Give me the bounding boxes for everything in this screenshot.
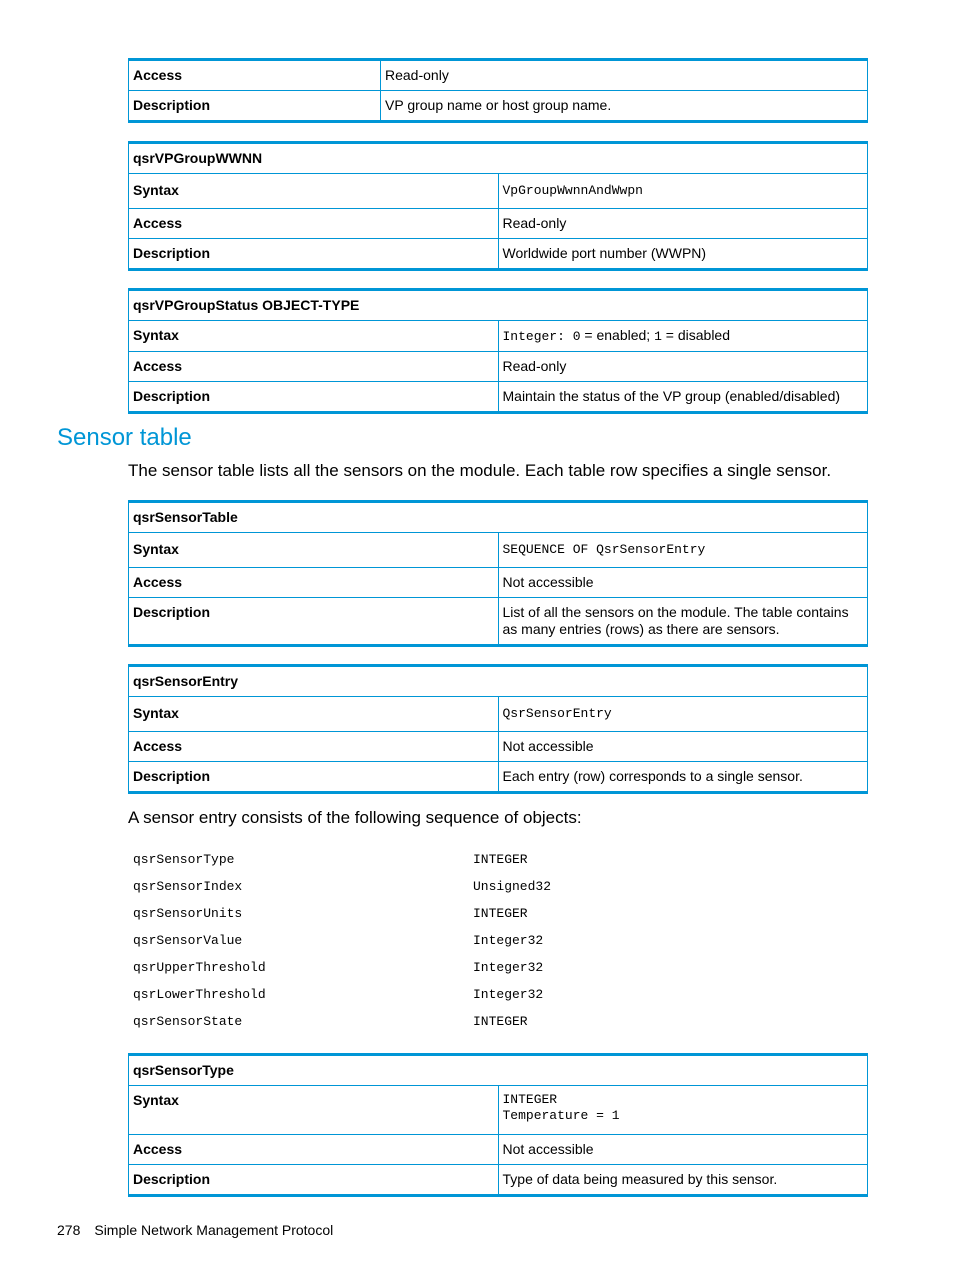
- section-intro: The sensor table lists all the sensors on the module. Each table row specifies a single sensor.: [128, 461, 832, 480]
- object-name: qsrSensorIndex: [133, 879, 243, 894]
- syntax-value: QsrSensorEntry: [498, 697, 868, 732]
- syntax-value: SEQUENCE OF QsrSensorEntry: [498, 533, 868, 568]
- table-qsrsensorentry: [128, 664, 868, 794]
- description-value: Worldwide port number (WWPN): [498, 239, 868, 270]
- syntax-code: 1: [654, 329, 662, 344]
- table-continuation: [128, 58, 868, 123]
- object-type: INTEGER: [473, 906, 528, 921]
- list-item: [133, 852, 633, 879]
- sequence-intro: A sensor entry consists of the following sequence of objects:: [128, 808, 582, 827]
- table-qsrsensortable: [128, 500, 868, 647]
- description-label: Description: [129, 91, 381, 122]
- access-label: Access: [129, 60, 381, 91]
- access-label: Access: [129, 352, 499, 382]
- sequence-list: [133, 852, 633, 1041]
- access-value: Not accessible: [498, 732, 868, 762]
- syntax-code: Integer: 0: [502, 329, 581, 344]
- table-row: [129, 239, 868, 270]
- access-value: Not accessible: [498, 1135, 868, 1165]
- table-header-row: [129, 502, 868, 533]
- object-name: qsrSensorType: [129, 1055, 868, 1086]
- syntax-label: Syntax: [129, 1086, 499, 1135]
- table-qsrvpgroupwwnn: [128, 141, 868, 271]
- object-name: qsrSensorEntry: [129, 666, 868, 697]
- description-value: Each entry (row) corresponds to a single sensor.: [498, 762, 868, 793]
- table-row: [129, 533, 868, 568]
- access-label: Access: [129, 1135, 499, 1165]
- table-row: [129, 321, 868, 352]
- object-type: INTEGER: [473, 1014, 528, 1029]
- description-label: Description: [129, 382, 499, 413]
- syntax-label: Syntax: [129, 697, 499, 732]
- table-row: [129, 1135, 868, 1165]
- object-type: Integer32: [473, 987, 544, 1002]
- section-heading: Sensor table: [57, 424, 192, 451]
- table-header-row: [129, 666, 868, 697]
- syntax-line: INTEGER: [502, 1092, 558, 1107]
- access-value: Read-only: [498, 209, 868, 239]
- description-label: Description: [129, 1165, 499, 1196]
- description-value: List of all the sensors on the module. The table contains as many entries (rows) as there are sensors.: [498, 598, 868, 646]
- description-label: Description: [129, 598, 499, 646]
- table-row: [129, 352, 868, 382]
- description-label: Description: [129, 239, 499, 270]
- table-row: [129, 174, 868, 209]
- table-row: [129, 762, 868, 793]
- description-value: VP group name or host group name.: [381, 91, 868, 122]
- access-label: Access: [129, 568, 499, 598]
- table-header-row: [129, 290, 868, 321]
- object-name: qsrUpperThreshold: [133, 960, 266, 975]
- access-label: Access: [129, 209, 499, 239]
- object-name: qsrSensorState: [133, 1014, 243, 1029]
- chapter-title: Simple Network Management Protocol: [94, 1222, 334, 1238]
- description-label: Description: [129, 762, 499, 793]
- list-item: [133, 987, 633, 1014]
- list-item: [133, 960, 633, 987]
- access-value: Not accessible: [498, 568, 868, 598]
- table-row: [129, 60, 868, 91]
- table-row: [129, 568, 868, 598]
- syntax-label: Syntax: [129, 174, 499, 209]
- access-label: Access: [129, 732, 499, 762]
- access-value: Read-only: [498, 352, 868, 382]
- table-header-row: [129, 143, 868, 174]
- table-row: [129, 91, 868, 122]
- syntax-value: VpGroupWwnnAndWwpn: [498, 174, 868, 209]
- syntax-value: [498, 321, 868, 352]
- object-type: Integer32: [473, 960, 544, 975]
- syntax-label: Syntax: [129, 321, 499, 352]
- list-item: [133, 879, 633, 906]
- table-row: [129, 1086, 868, 1135]
- table-row: [129, 1165, 868, 1196]
- object-name: qsrSensorValue: [133, 933, 243, 948]
- object-name: qsrSensorType: [133, 852, 235, 867]
- syntax-value: [498, 1086, 868, 1135]
- syntax-line: Temperature = 1: [502, 1108, 620, 1123]
- list-item: [133, 906, 633, 933]
- list-item: [133, 933, 633, 960]
- object-type: INTEGER: [473, 852, 528, 867]
- access-value: Read-only: [381, 60, 868, 91]
- syntax-text: = disabled: [661, 327, 730, 343]
- table-header-row: [129, 1055, 868, 1086]
- syntax-text: = enabled;: [580, 327, 655, 343]
- page-footer: [57, 1222, 333, 1238]
- syntax-label: Syntax: [129, 533, 499, 568]
- object-name: qsrVPGroupStatus OBJECT-TYPE: [129, 290, 868, 321]
- object-name: qsrSensorTable: [129, 502, 868, 533]
- list-item: [133, 1014, 633, 1041]
- table-qsrvpgroupstatus: [128, 288, 868, 414]
- description-value: Type of data being measured by this sensor.: [498, 1165, 868, 1196]
- table-row: [129, 697, 868, 732]
- description-value: Maintain the status of the VP group (enabled/disabled): [498, 382, 868, 413]
- table-qsrsensortype: [128, 1053, 868, 1197]
- table-row: [129, 209, 868, 239]
- object-type: Unsigned32: [473, 879, 552, 894]
- table-row: [129, 382, 868, 413]
- page-number: 278: [57, 1222, 81, 1238]
- object-name: qsrLowerThreshold: [133, 987, 266, 1002]
- table-row: [129, 598, 868, 646]
- object-name: qsrSensorUnits: [133, 906, 243, 921]
- table-row: [129, 732, 868, 762]
- object-name: qsrVPGroupWWNN: [129, 143, 868, 174]
- object-type: Integer32: [473, 933, 544, 948]
